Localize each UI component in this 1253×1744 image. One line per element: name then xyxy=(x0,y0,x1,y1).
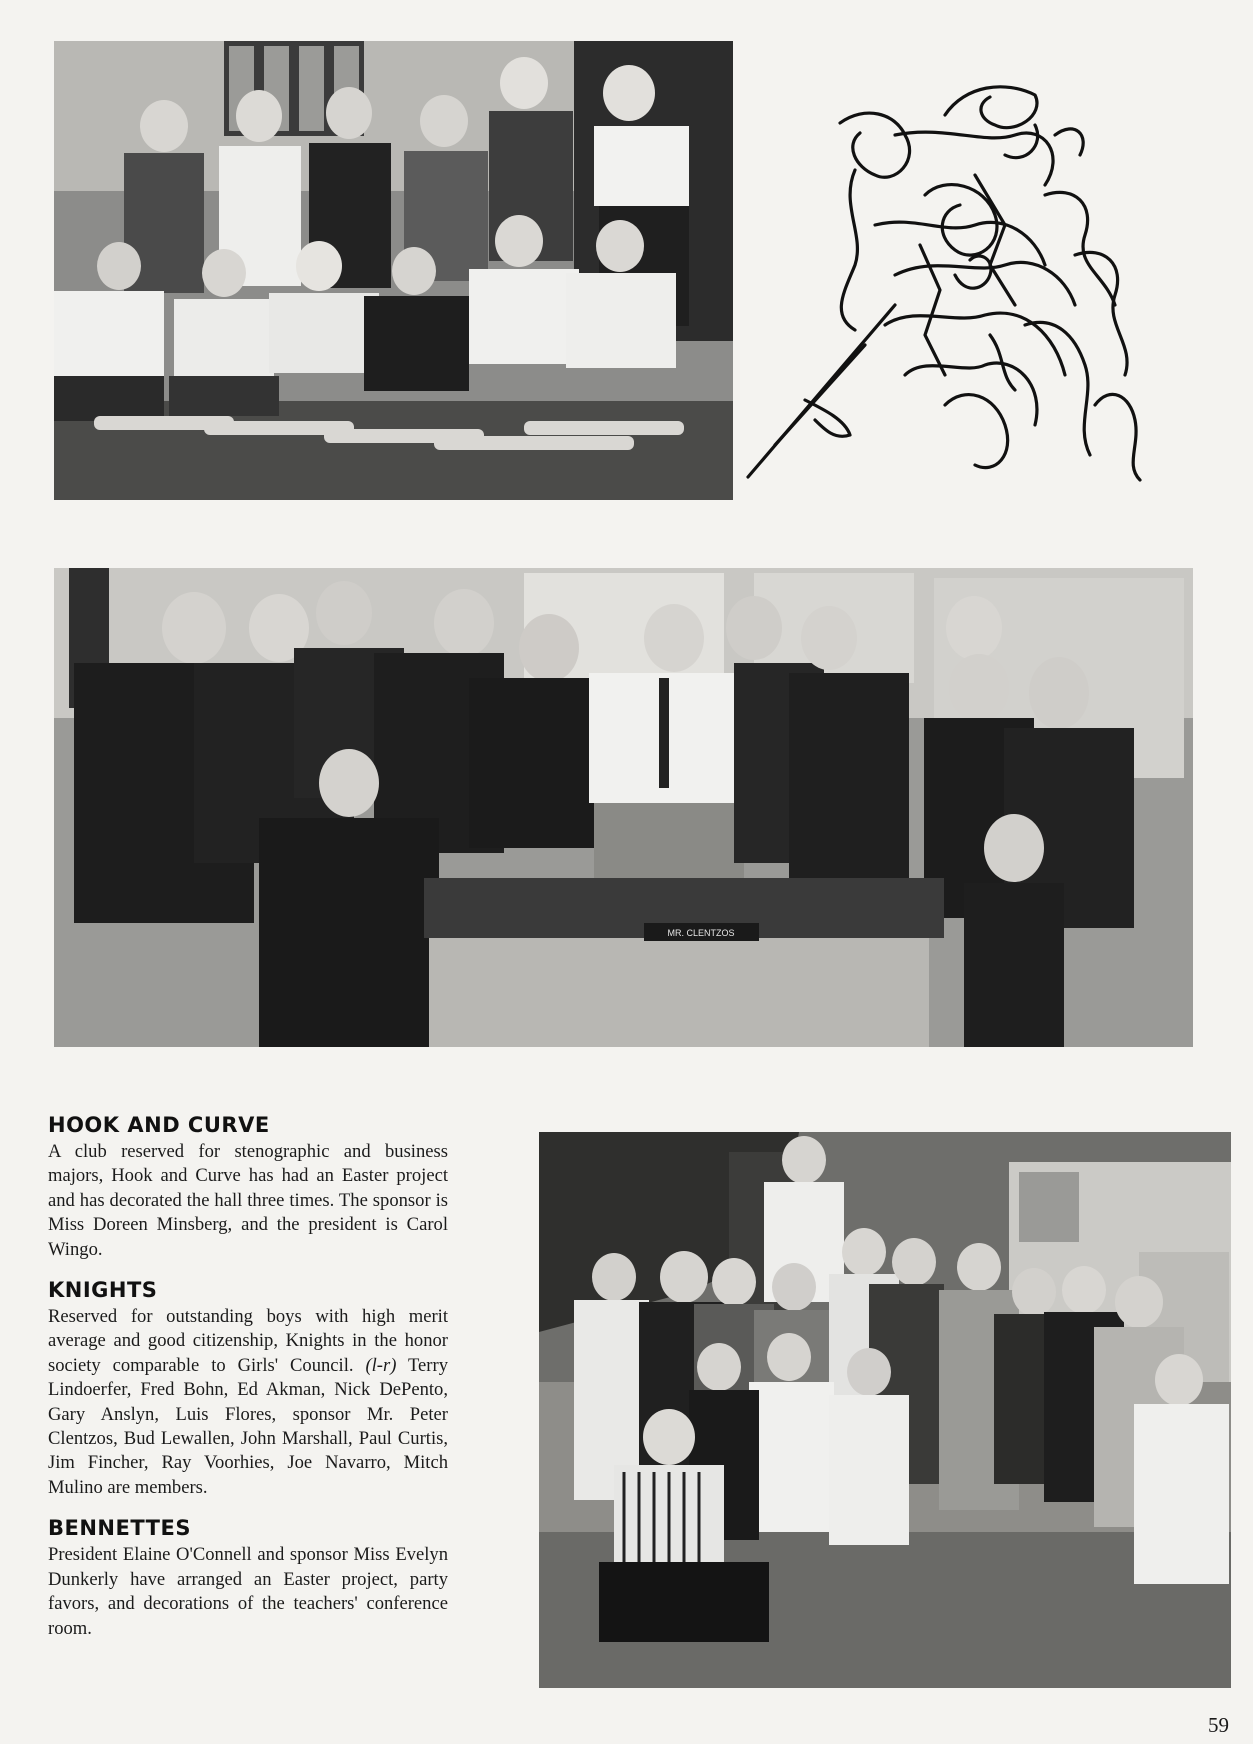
hook-and-curve-body: A club reserved for stenographic and business majors, Hook and Curve has had an Easter project and has decorated the hall three times. The sponsor is Miss Doreen Minsberg, and the president is Carol Wingo. xyxy=(48,1141,448,1260)
hook-and-curve-heading: HOOK AND CURVE xyxy=(48,1113,270,1137)
knights-photo xyxy=(54,568,1193,1047)
bennettes-body: President Elaine O'Connell and sponsor Miss Evelyn Dunkerly have arranged an Easter project, party favors, and decorations of the teachers' conference room. xyxy=(48,1544,448,1639)
knight-on-horseback-sketch xyxy=(745,75,1190,490)
page-number: 59 xyxy=(1208,1713,1229,1737)
knights-body-intro: Reserved for outstanding boys with high merit average and good citizenship, Knights in the honor society comparable to Girls' Council. xyxy=(48,1306,448,1376)
knights-body-members: Terry Lindoerfer, Fred Bohn, Ed Akman, Nick DePento, Gary Anslyn, Luis Flores, sponsor Mr. Peter Clentzos, Bud Lewallen, John Marshall, Paul Curtis, Jim Fincher, Ray Voorhies, Joe Navarro, Mitch Mulino are members. xyxy=(48,1354,448,1498)
desk-nameplate: MR. CLENTZOS xyxy=(667,928,735,938)
hook-and-curve-photo xyxy=(54,41,733,500)
bennettes-photo xyxy=(539,1132,1231,1688)
text-column xyxy=(48,1113,448,1657)
knights-body-label: (l-r) xyxy=(365,1354,397,1376)
knights-body xyxy=(48,1305,448,1500)
knights-heading: KNIGHTS xyxy=(48,1278,158,1303)
bennettes-heading: BENNETTES xyxy=(48,1516,191,1541)
